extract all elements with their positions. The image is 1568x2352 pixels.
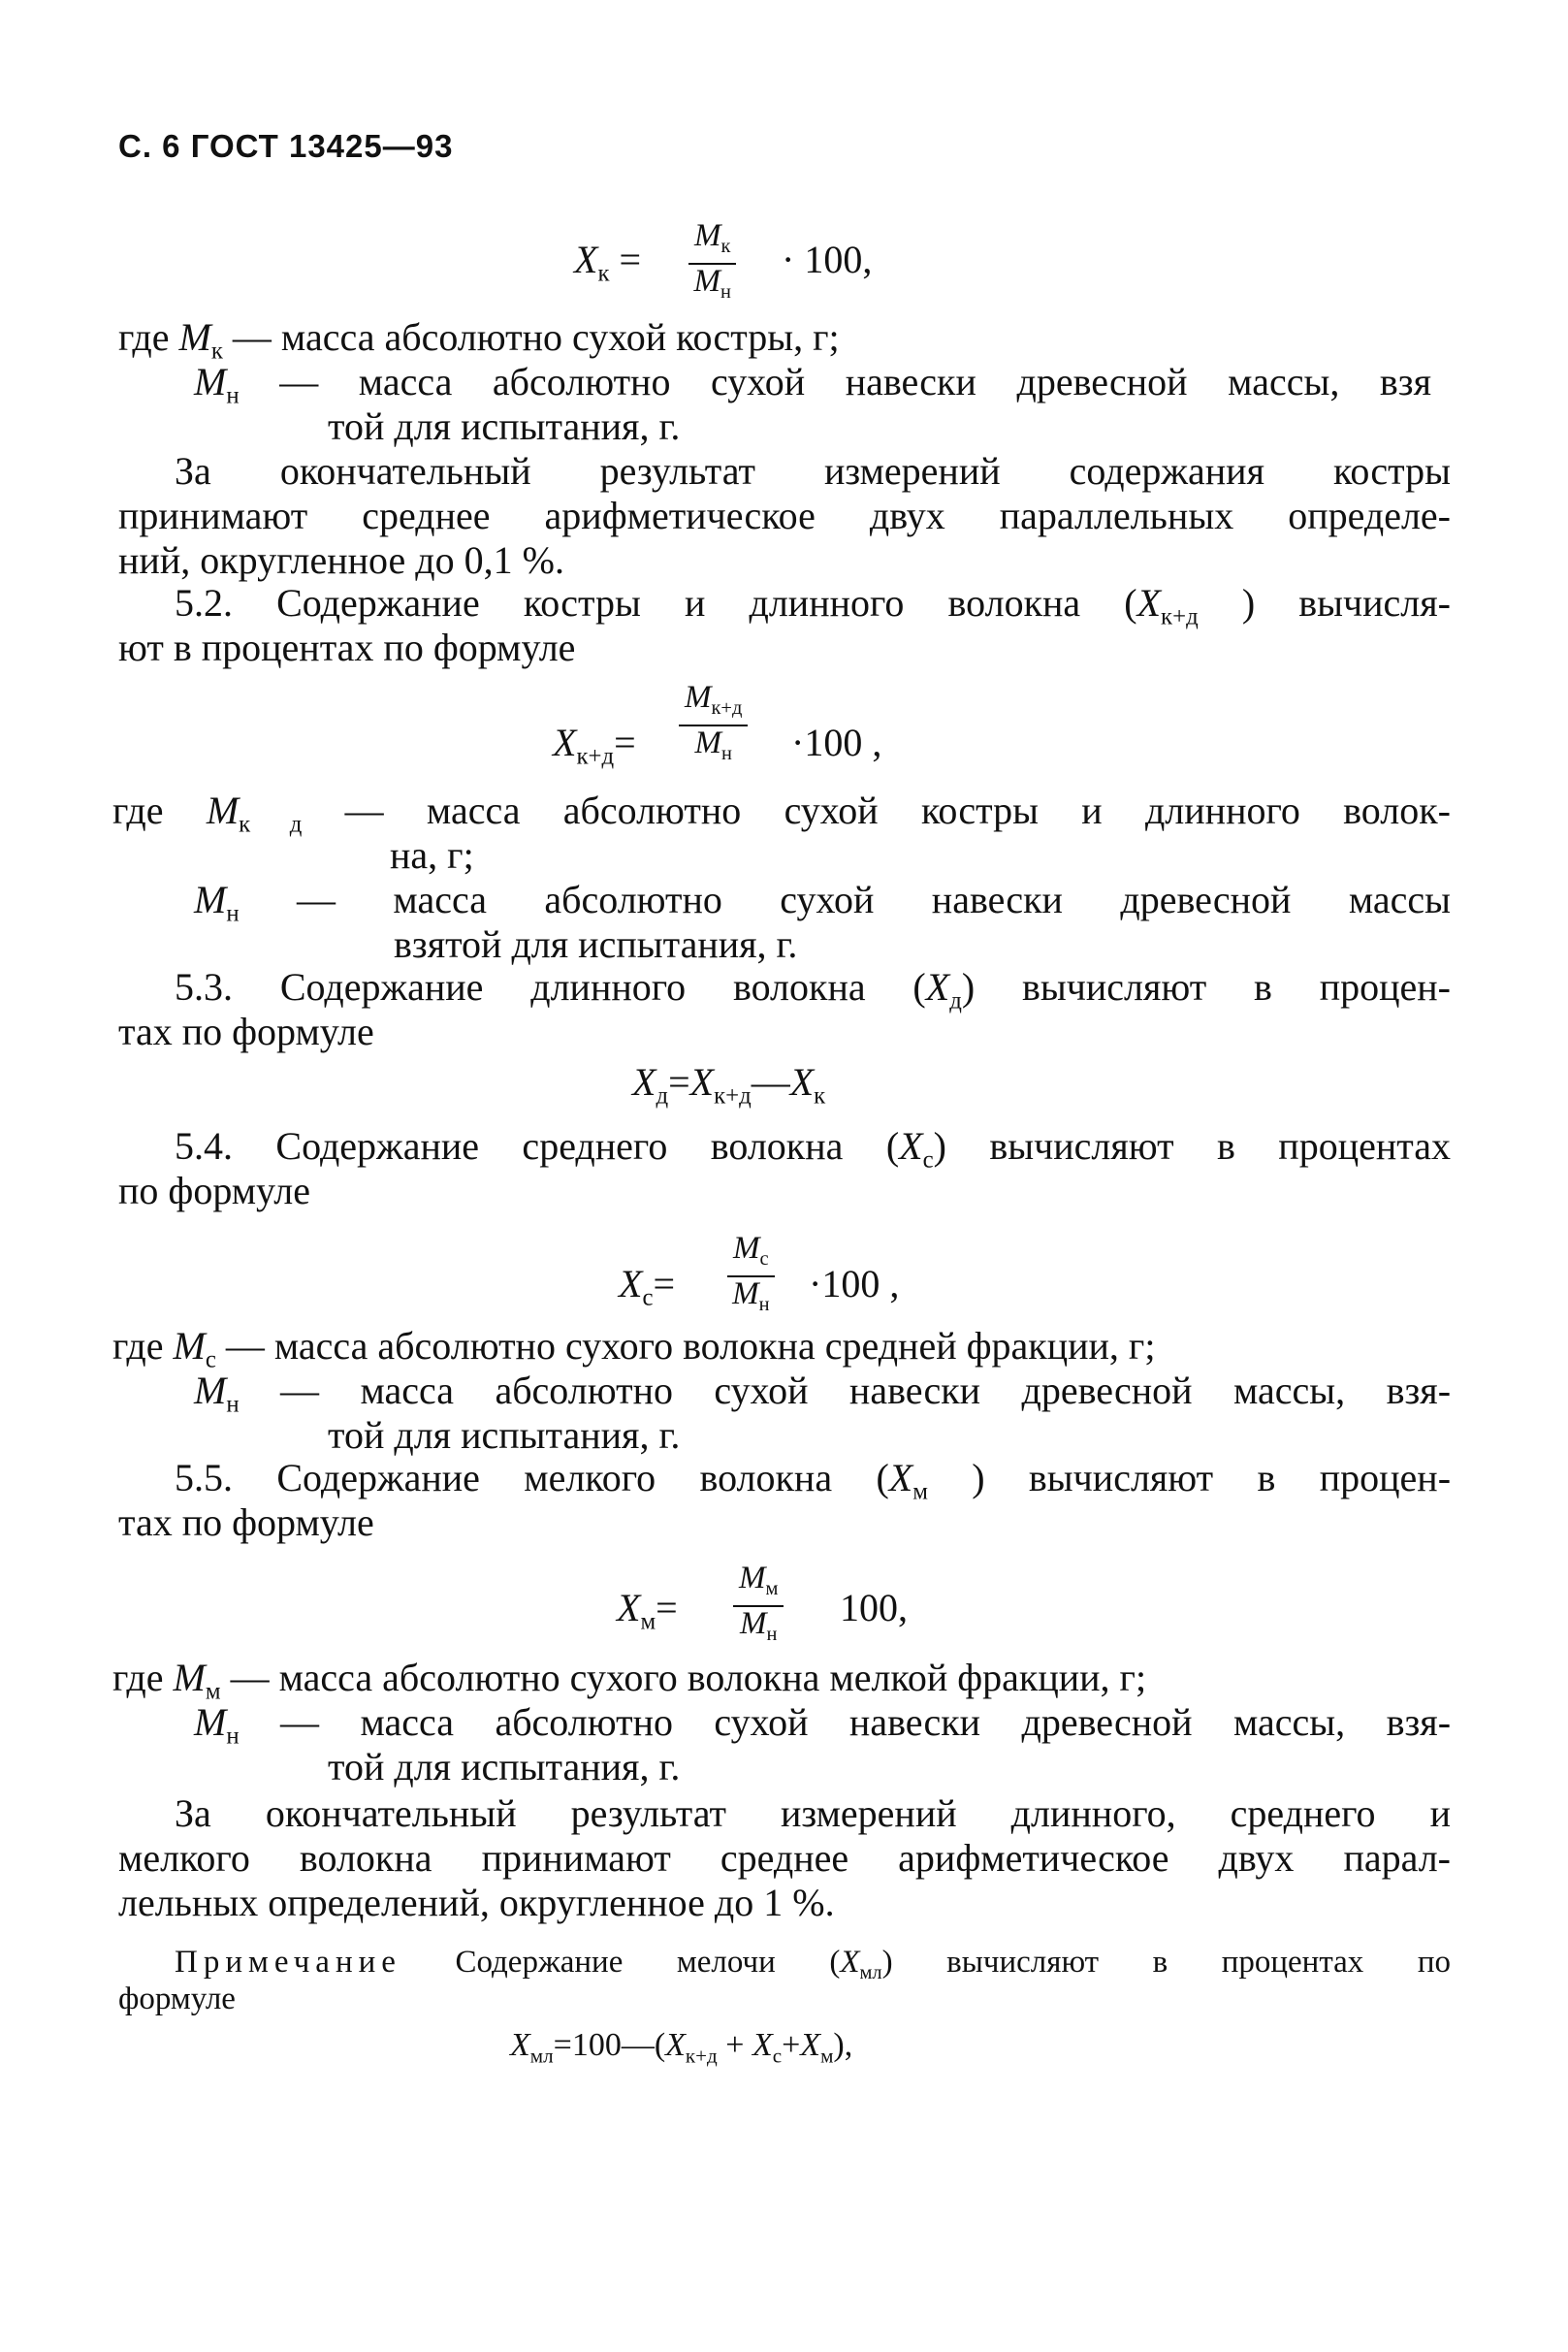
formula-fines: $X_{мл}=100—(X_{к+д} + X_с+X_м)$, <box>510 2027 853 2068</box>
formula-kostra <box>574 218 962 322</box>
formula-rest: ·100 , <box>791 721 882 764</box>
formula-fraction: $M_{к+д}$ $M_н$ <box>679 681 748 770</box>
section-5-5: 5.5. Содержание мелкого волокна ($X_м$ ) вычисляют в процен- <box>175 1456 1452 1505</box>
formula-lhs: $X_{к+д}=$ <box>553 721 636 770</box>
formula-lhs: $X_к$ = <box>574 238 642 287</box>
formula-rest: 100, <box>840 1586 908 1629</box>
definition-line: $M_н$ — масса абсолютно сухой навески древесной массы, взя- <box>194 1369 1452 1418</box>
section-5-3: 5.3. Содержание длинного волокна $(X_д)$ вычисляют в процен- <box>175 965 1452 1015</box>
page-header: С. 6 ГОСТ 13425—93 <box>118 128 454 164</box>
formula-long-fiber: $X_д=X_{к+д}—X_к$ <box>632 1060 826 1110</box>
paragraph-line: За окончательный результат измерений длинного, среднего и <box>175 1791 1451 1835</box>
paragraph-line: по формуле <box>118 1169 310 1212</box>
formula-rest: ·100 , <box>809 1262 900 1305</box>
formula-lhs: $X_с=$ <box>619 1262 676 1311</box>
paragraph-line: тах по формуле <box>118 1010 374 1053</box>
paragraph-line: ний, округленное до 0,1 %. <box>118 538 564 582</box>
definition-continuation: той для испытания, г. <box>328 1745 681 1788</box>
definition-line: $M_н$ — масса абсолютно сухой навески древесной массы, взя- <box>194 1700 1452 1750</box>
paragraph-line: За окончательный результат измерений содержания костры <box>175 449 1451 493</box>
paragraph-line: ют в процентах по формуле <box>118 626 576 669</box>
paragraph-line: принимают среднее арифметическое двух параллельных определе- <box>118 494 1451 537</box>
note-line: формуле <box>118 1981 236 2016</box>
section-5-2: 5.2. Содержание костры и длинного волокна ($X_{к+д}$ ) вычисля- <box>175 581 1451 630</box>
formula-rest: · 100, <box>782 238 873 281</box>
formula-fraction: $M_м$ $M_н$ <box>733 1562 784 1651</box>
definition-line: где $M_м$ — масса абсолютно сухого волокна мелкой фракции, г; <box>112 1656 1147 1705</box>
note-line: Примечание Содержание мелочи $(X_{мл})$ вычисляют в процентах по <box>175 1945 1451 1984</box>
definition-continuation: на, г; <box>390 833 474 877</box>
definition-line: где $M_с$ — масса абсолютно сухого волокна средней фракции, г; <box>112 1324 1156 1373</box>
definition-line: $M_н$ — масса абсолютно сухой навески древесной массы, взя <box>194 360 1431 409</box>
definition-continuation: взятой для испытания, г. <box>394 922 798 966</box>
paragraph-line: тах по формуле <box>118 1500 374 1544</box>
formula-lhs: $X_м=$ <box>617 1586 678 1635</box>
formula-fraction: $M_к$ $M_н$ <box>688 219 736 308</box>
definition-continuation: той для испытания, г. <box>328 1413 681 1457</box>
section-5-4: 5.4. Содержание среднего волокна $(X_с)$ вычисляют в процентах <box>175 1124 1451 1174</box>
note-label: Примечание <box>175 1945 401 1980</box>
paragraph-line: мелкого волокна принимают среднее арифметическое двух парал- <box>118 1836 1451 1880</box>
definition-continuation: той для испытания, г. <box>328 404 681 448</box>
definition-line: где $M_{к д}$ — масса абсолютно сухой костры и длинного волок- <box>112 789 1451 838</box>
paragraph-line: лельных определений, округленное до 1 %. <box>118 1881 835 1924</box>
definition-line: где $M_к$ — масса абсолютно сухой костры, г; <box>118 315 840 365</box>
definition-line: $M_н$ — масса абсолютно сухой навески древесной массы <box>194 878 1452 927</box>
formula-fraction: $M_с$ $M_н$ <box>727 1232 775 1321</box>
